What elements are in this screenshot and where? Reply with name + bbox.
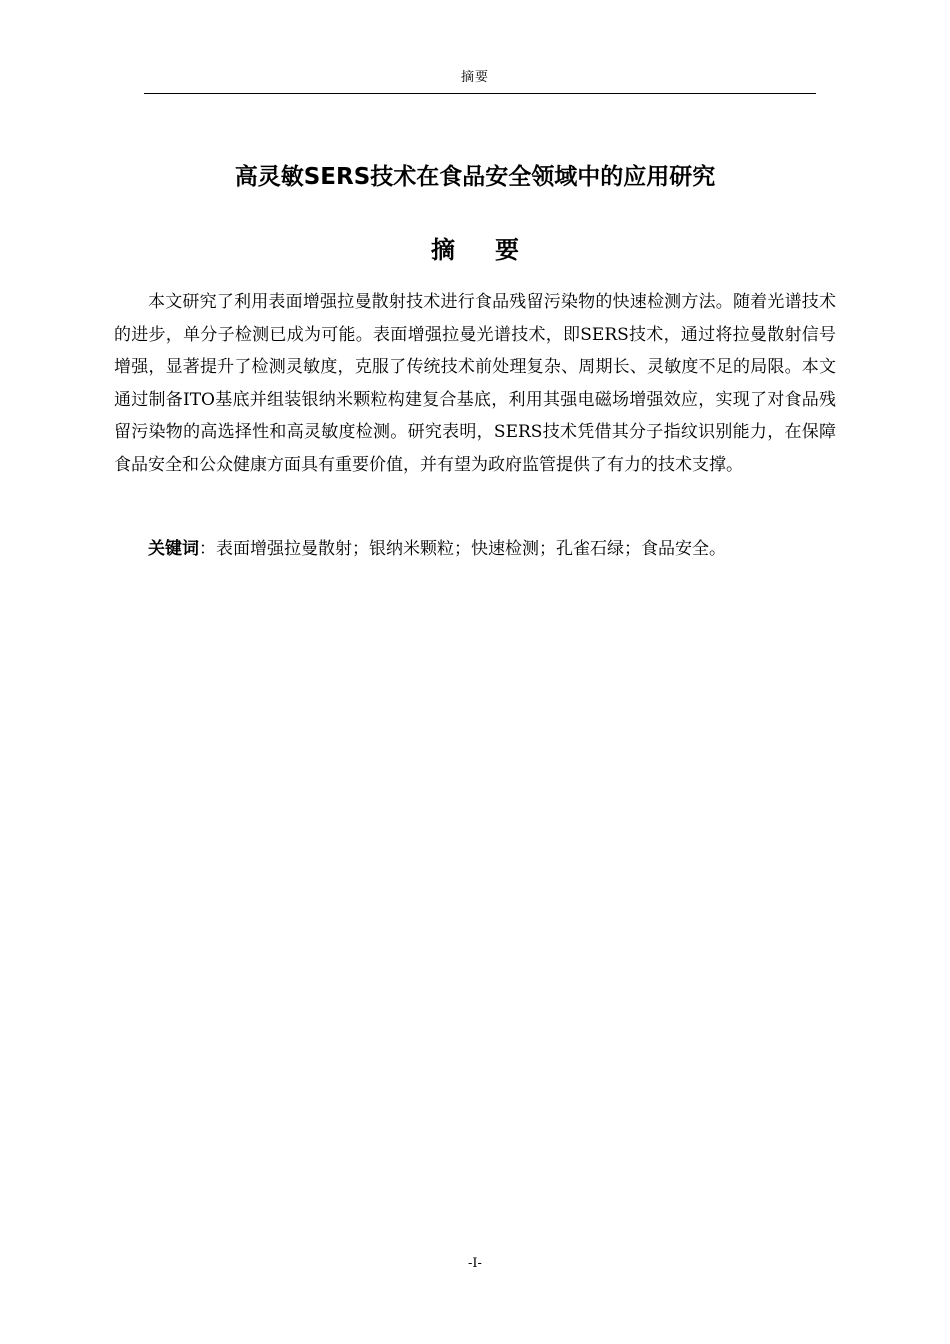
header-divider <box>144 93 816 94</box>
keywords-text: 表面增强拉曼散射；银纳米颗粒；快速检测；孔雀石绿；食品安全。 <box>216 539 726 559</box>
keywords-label: 关键词 <box>148 539 199 559</box>
abstract-heading-char-1: 摘 <box>431 236 455 264</box>
page-number: -I- <box>468 1256 482 1271</box>
keywords-separator: ： <box>199 539 216 559</box>
abstract-body: 本文研究了利用表面增强拉曼散射技术进行食品残留污染物的快速检测方法。随着光谱技术的进步，单分子检测已成为可能。表面增强拉曼光谱技术，即SERS技术，通过将拉曼散射信号增强，显著提升了检测灵敏度，克服了传统技术前处理复杂、周期长、灵敏度不足的局限。本文通过制备ITO基底并组装银纳米颗粒构建复合基底，利用其强电磁场增强效应，实现了对食品残留污染物的高选择性和高灵敏度检测。研究表明，SERS技术凭借其分子指纹识别能力，在保障食品安全和公众健康方面具有重要价值，并有望为政府监管提供了有力的技术支撑。 <box>114 292 836 475</box>
abstract-heading <box>0 230 950 270</box>
keywords-line <box>114 533 836 565</box>
running-header: 摘要 <box>460 70 489 85</box>
paper-title: 高灵敏SERS技术在食品安全领域中的应用研究 <box>234 164 716 190</box>
abstract-heading-char-2: 要 <box>495 236 519 264</box>
